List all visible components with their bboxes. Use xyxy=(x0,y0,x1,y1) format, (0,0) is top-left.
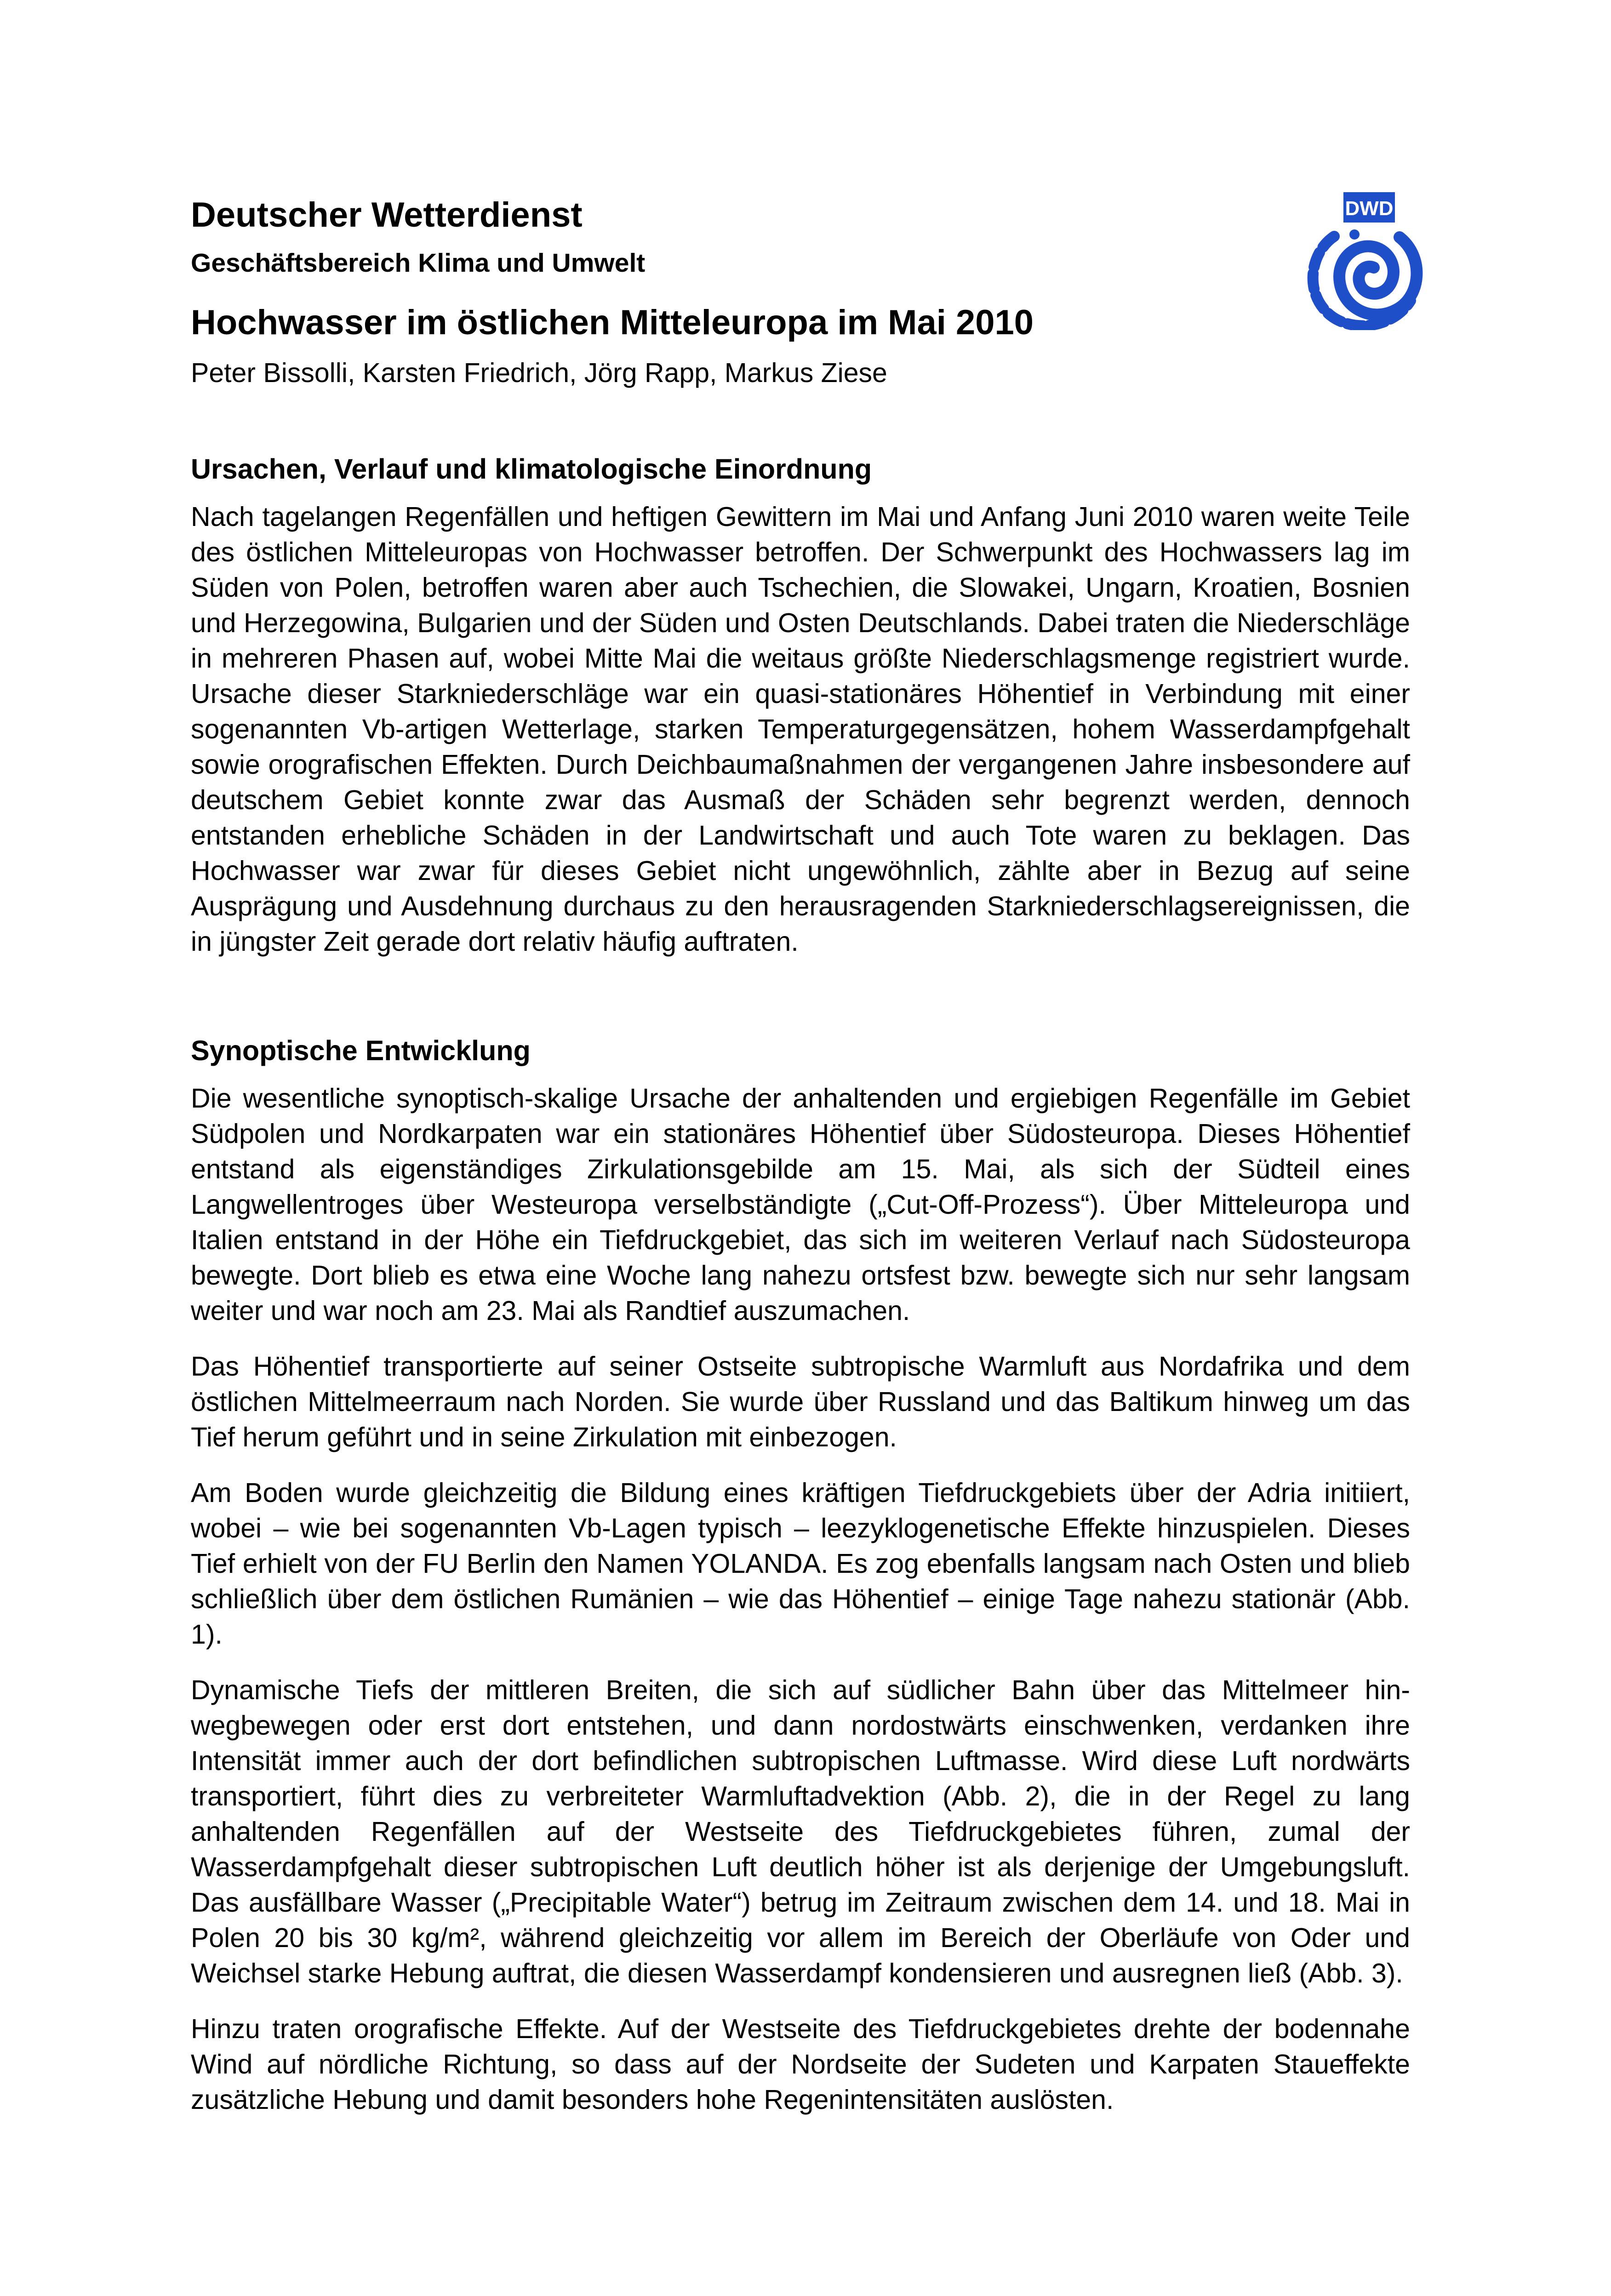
section-heading: Synoptische Entwicklung xyxy=(191,1035,531,1066)
organization-name: Deutscher Wetterdienst xyxy=(191,195,583,234)
division-name: Geschäftsbereich Klima und Umwelt xyxy=(191,248,646,278)
paragraph: Am Boden wurde gleichzeitig die Bildung eines kräftigen Tiefdruckgebiets über der Adria initiiert, wobei – wie bei sogenannten Vb-Lagen typisch – leezyklogenetische Effekte hinzuspielen. Dieses Tief erhielt von der FU Berlin den Namen YOLANDA. Es zog ebenfalls langsam nach Osten und blieb schließlich über dem östlichen Rumänien – wie das Höhentief – einige Tage nahezu stationär (Abb. 1). xyxy=(191,1478,1410,1650)
section-causes xyxy=(191,451,1410,960)
section-spacer xyxy=(191,980,1410,1032)
dwd-logo xyxy=(1301,192,1430,330)
paragraph: Das Höhentief transportierte auf seiner Ostseite subtropische Warmluft aus Nordafrika und dem östlichen Mittelmeerraum nach Norden. Sie wurde über Russland und das Baltikum hinweg um das Tief herum geführt und in seine Zirkulation mit einbezogen. xyxy=(191,1351,1410,1452)
logo-text: DWD xyxy=(1345,197,1394,220)
dwd-logo-icon xyxy=(1301,192,1430,330)
paragraph: Dynamische Tiefs der mittleren Breiten, die sich auf südlicher Bahn über das Mittelmeer hinwegbewegen oder erst dort entstehen, und dann nordostwärts einschwenken, verdanken ihre Intensität immer auch der dort befindlichen subtropischen Luftmasse. Wird diese Luft nordwärts transportiert, führt dies zu verbreiteter Warmluftadvektion (Abb. 2), die in der Regel zu lang anhaltenden Regenfällen auf der Westseite des Tiefdruckgebietes führen, zumal der Wasserdampfgehalt dieser subtropischen Luft deutlich höher ist als derjenige der Umgebungsluft. Das ausfällbare Wasser („Precipitable Water“) betrug im Zeitraum zwischen dem 14. und 18. Mai in Polen 20 bis 30 kg/m², während gleichzeitig vor allem im Bereich der Oberläufe von Oder und Weichsel starke Hebung auftrat, die diesen Wasserdampf kondensieren und ausregnen ließ (Abb. 3). xyxy=(191,1675,1410,1988)
document-body xyxy=(191,451,1410,2138)
document-header xyxy=(191,193,1340,391)
author-list: Peter Bissolli, Karsten Friedrich, Jörg Rapp, Markus Ziese xyxy=(191,358,887,388)
logo-dot xyxy=(1349,229,1360,240)
document-title: Hochwasser im östlichen Mitteleuropa im Mai 2010 xyxy=(191,303,1034,342)
paragraph: Die wesentliche synoptisch-skalige Ursache der anhaltenden und ergiebigen Regenfälle im Gebiet Südpolen und Nordkarpaten war ein stationäres Höhentief über Südosteuropa. Dieses Höhentief entstand als eigenständiges Zirkulationsgebilde am 15. Mai, als sich der Südteil eines Langwellentroges über Westeuropa verselbständigte („Cut-Off-Prozess“). Über Mitteleuropa und Italien entstand in der Höhe ein Tiefdruckgebiet, das sich im weiteren Verlauf nach Südosteuropa bewegte. Dort blieb es etwa eine Woche lang nahezu ortsfest bzw. bewegte sich nur sehr langsam weiter und war noch am 23. Mai als Randtief auszumachen. xyxy=(191,1083,1410,1326)
paragraph: Nach tagelangen Regenfällen und heftigen Gewittern im Mai und Anfang Juni 2010 waren weite Teile des östlichen Mitteleuropas von Hochwasser betroffen. Der Schwerpunkt des Hochwassers lag im Süden von Polen, betroffen waren aber auch Tschechien, die Slowakei, Ungarn, Kroatien, Bosnien und Herzegowina, Bulgarien und der Süden und Osten Deutschlands. Dabei traten die Niederschläge in mehreren Phasen auf, wobei Mitte Mai die weitaus größte Niederschlagsmenge registriert wurde. Ursache dieser Starkniederschläge war ein quasi-stationäres Höhentief in Verbindung mit einer sogenannten Vb-artigen Wetterlage, starken Temperaturgegensätzen, hohem Wasserdampfgehalt sowie orografischen Effekten. Durch Deichbaumaßnahmen der vergangenen Jahre insbesondere auf deutschem Gebiet konnte zwar das Ausmaß der Schäden sehr begrenzt werden, dennoch entstanden erhebliche Schäden in der Landwirtschaft und auch Tote waren zu beklagen. Das Hochwasser war zwar für dieses Gebiet nicht ungewöhnlich, zählte aber in Bezug auf seine Ausprägung und Ausdehnung durchaus zu den herausragenden Starkniederschlagsereignissen, die in jüngster Zeit gerade dort relativ häufig auftraten. xyxy=(191,502,1410,957)
section-synoptic xyxy=(191,1032,1410,2118)
section-heading: Ursachen, Verlauf und klimatologische Einordnung xyxy=(191,453,872,485)
paragraph: Hinzu traten orografische Effekte. Auf der Westseite des Tiefdruckgebietes drehte der bodennahe Wind auf nördliche Richtung, so dass auf der Nordseite der Sudeten und Karpaten Staueffekte zusätzliche Hebung und damit besonders hohe Regenintensitäten auslösten. xyxy=(191,2014,1410,2115)
logo-inner-swirl xyxy=(1339,237,1417,314)
